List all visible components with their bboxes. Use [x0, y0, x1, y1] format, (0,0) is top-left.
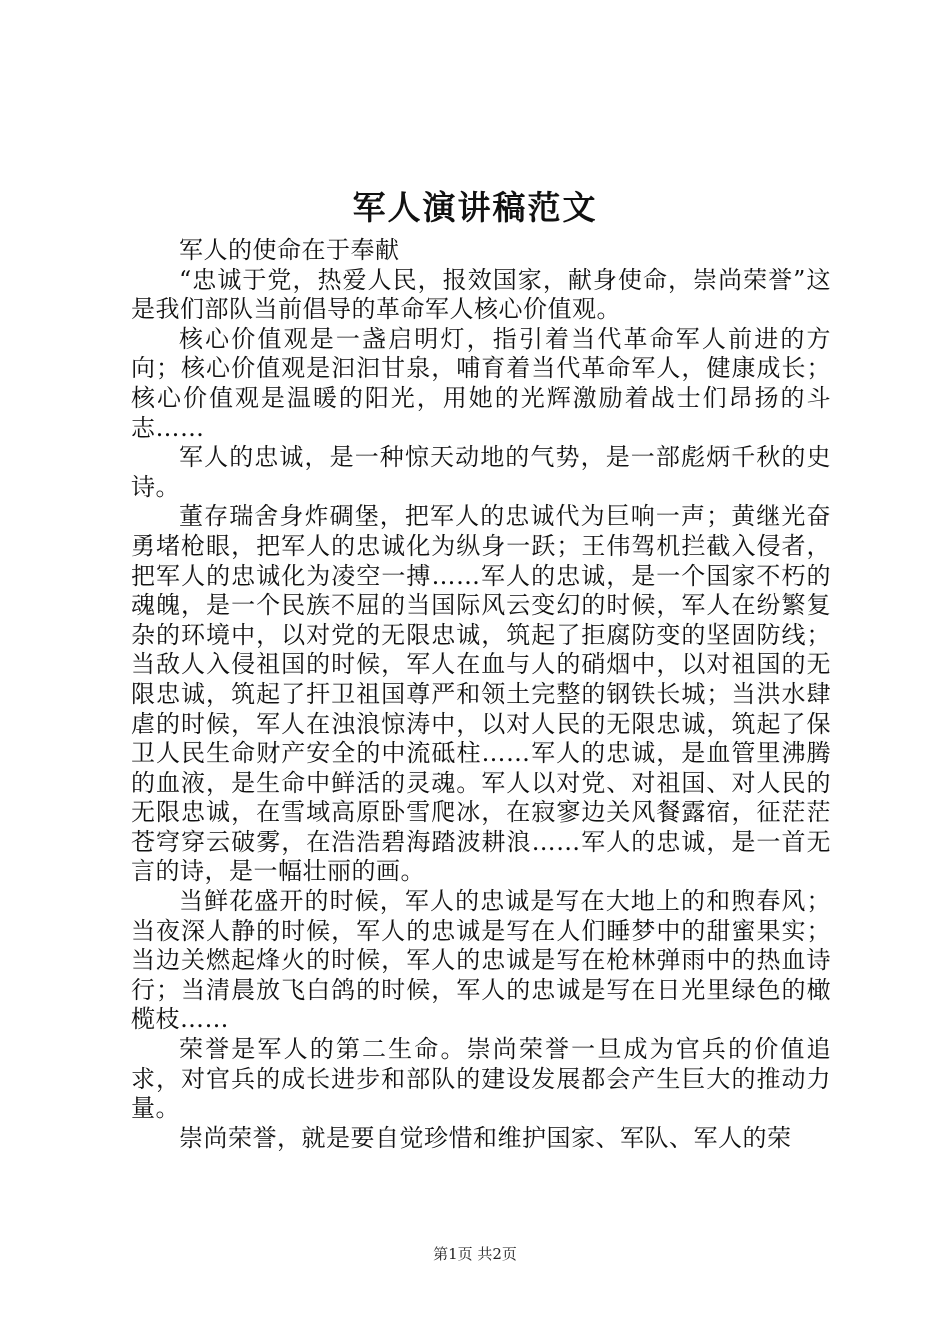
paragraph: 军人的忠诚，是一种惊天动地的气势，是一部彪炳千秋的史诗。: [131, 443, 831, 501]
paragraph: 军人的使命在于奉献: [179, 236, 400, 264]
page-footer: 第1页 共2页: [433, 1245, 517, 1263]
document-body: [131, 236, 831, 1153]
paragraph: “忠诚于党，热爱人民，报效国家，献身使命，崇尚荣誉”这是我们部队当前倡导的革命军人核心价值观。: [131, 265, 831, 324]
document-title: 军人演讲稿范文: [352, 188, 598, 227]
paragraph: 荣誉是军人的第二生命。崇尚荣誉一旦成为官兵的价值追求，对官兵的成长进步和部队的建设发展都会产生巨大的推动力量。: [131, 1035, 831, 1123]
paragraph: 当鲜花盛开的时候，军人的忠诚是写在大地上的和煦春风；当夜深人静的时候，军人的忠诚是写在人们睡梦中的甜蜜果实；当边关燃起烽火的时候，军人的忠诚是写在枪林弹雨中的热血诗行；当清晨放飞白鸽的时候，军人的忠诚是写在日光里绿色的橄榄枝……: [131, 887, 831, 1034]
paragraph: 董存瑞舍身炸碉堡，把军人的忠诚代为巨响一声；黄继光奋勇堵枪眼，把军人的忠诚化为纵身一跃；王伟驾机拦截入侵者，把军人的忠诚化为凌空一搏……军人的忠诚，是一个国家不朽的魂魄，是一个民族不屈的当国际风云变幻的时候，军人在纷繁复杂的环境中，以对党的无限忠诚，筑起了拒腐防变的坚固防线；当敌人入侵祖国的时候，军人在血与人的硝烟中，以对祖国的无限忠诚，筑起了扞卫祖国尊严和领土完整的钢铁长城；当洪水肆虐的时候，军人在浊浪惊涛中，以对人民的无限忠诚，筑起了保卫人民生命财产安全的中流砥柱……军人的忠诚，是血管里沸腾的血液，是生命中鲜活的灵魂。军人以对党、对祖国、对人民的无限忠诚，在雪域高原卧雪爬冰，在寂寥边关风餐露宿，征茫茫苍穹穿云破雾，在浩浩碧海踏波耕浪……军人的忠诚，是一首无言的诗，是一幅壮丽的画。: [131, 502, 831, 886]
paragraph: 崇尚荣誉，就是要自觉珍惜和维护国家、军队、军人的荣: [179, 1123, 792, 1152]
paragraph: 核心价值观是一盏启明灯，指引着当代革命军人前进的方向；核心价值观是汩汩甘泉，哺育着当代革命军人，健康成长；核心价值观是温暖的阳光，用她的光辉激励着战士们昂扬的斗志……: [131, 324, 831, 442]
